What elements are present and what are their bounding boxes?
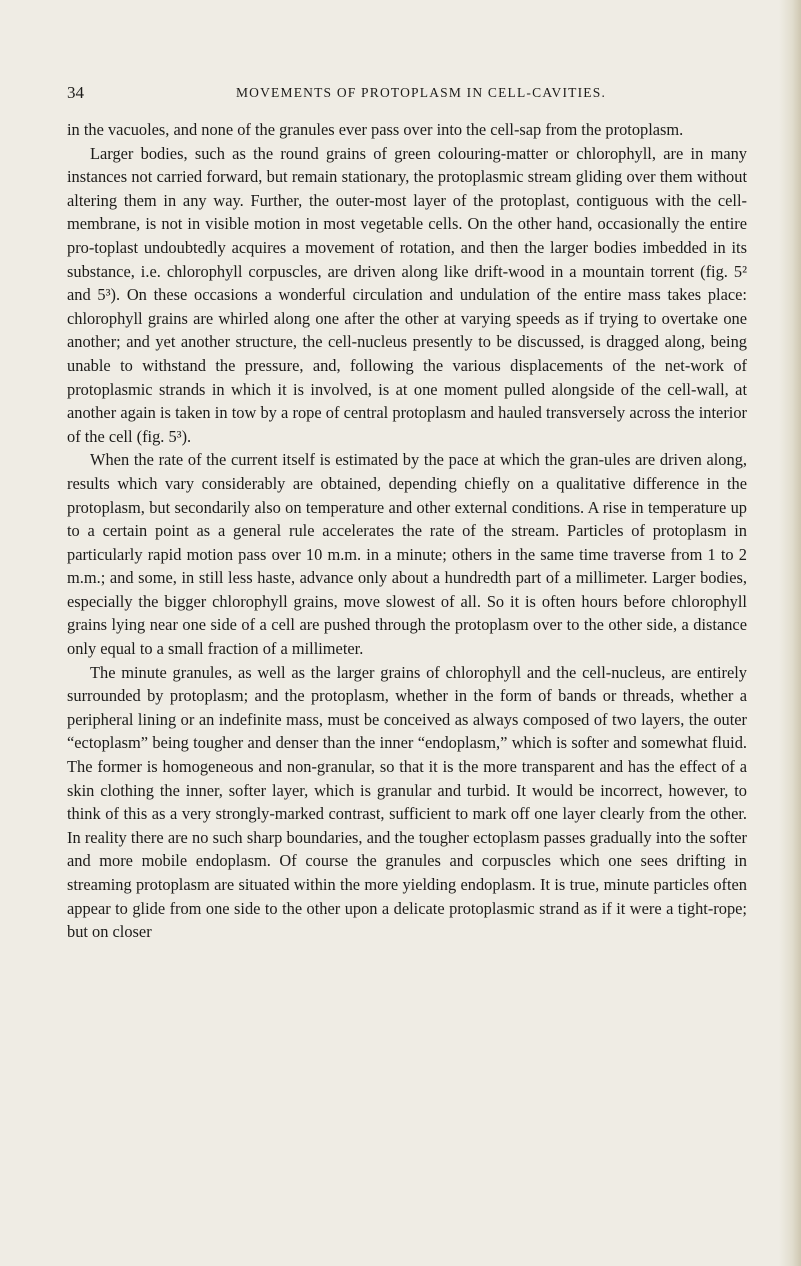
- running-title: MOVEMENTS OF PROTOPLASM IN CELL-CAVITIES.: [235, 85, 607, 100]
- page-number: 34: [67, 83, 84, 102]
- running-head: [67, 83, 747, 107]
- paragraph-continuation: in the vacuoles, and none of the granules ever pass over into the cell-sap from the protoplasm.: [67, 120, 684, 139]
- paragraph-rate-of-current: When the rate of the current itself is estimated by the pace at which the gran-ules are driven along, results which vary considerably are obtained, depending chiefly on a qualitative difference in the protoplasm, but secondarily also on temperature and other external conditions. A rise in temperature up to a certain point as a general rule accelerates the rate of the stream. Particles of protoplasm in particularly rapid motion pass over 10 m.m. in a minute; others in the same time traverse from 1 to 2 m.m.; and some, in still less haste, advance only about a hundredth part of a millimeter. Larger bodies, especially the bigger chlorophyll grains, move slowest of all. So it is often hours before chlorophyll grains lying near one side of a cell are pushed through the protoplasm over to the other side, a distance only equal to a small fraction of a millimeter.: [67, 450, 747, 659]
- paragraph-larger-bodies: Larger bodies, such as the round grains of green colouring-matter or chlorophyll, are in many instances not carried forward, but remain stationary, the protoplasmic stream gliding over them without altering them in any way. Further, the outer-most layer of the protoplast, contiguous with the cell-membrane, is not in visible motion in most vegetable cells. On the other hand, occasionally the entire pro-toplast undoubtedly acquires a movement of rotation, and then the larger bodies imbedded in its substance, i.e. chlorophyll corpuscles, are driven along like drift-wood in a mountain torrent (fig. 5² and 5³). On these occasions a wonderful circulation and undulation of the entire mass takes place: chlorophyll grains are whirled along one after the other at varying speeds as if trying to overtake one another; and yet another structure, the cell-nucleus presently to be discussed, is dragged along, being unable to withstand the pressure, and, following the various displacements of the net-work of protoplasmic strands in which it is involved, is at one moment pulled alongside of the cell-wall, at another again is taken in tow by a rope of central protoplasm and hauled transversely across the interior of the cell (fig. 5³).: [67, 143, 747, 446]
- paragraph-ectoplasm-endoplasm: The minute granules, as well as the larger grains of chlorophyll and the cell-nucleus, are entirely surrounded by protoplasm; and the protoplasm, whether in the form of bands or threads, whether a peripheral lining or an indefinite mass, must be conceived as always composed of two layers, the outer “ectoplasm” being tougher and denser than the inner “endoplasm,” which is softer and somewhat fluid. The former is homogeneous and non-granular, so that it is the more transparent and has the effect of a skin clothing the inner, softer layer, which is granular and turbid. It would be incorrect, however, to think of this as a very strongly-marked contrast, sufficient to mark off one layer clearly from the other. In reality there are no such sharp boundaries, and the tougher ectoplasm passes gradually into the softer and more mobile endoplasm. Of course the granules and corpuscles which one sees drifting in streaming protoplasm are situated within the more yielding endoplasm. It is true, minute particles often appear to glide from one side to the other upon a delicate protoplasmic strand as if it were a tight-rope; but on closer: [67, 662, 747, 942]
- body-text: [67, 118, 747, 944]
- page-edge-shadow: [779, 0, 801, 1266]
